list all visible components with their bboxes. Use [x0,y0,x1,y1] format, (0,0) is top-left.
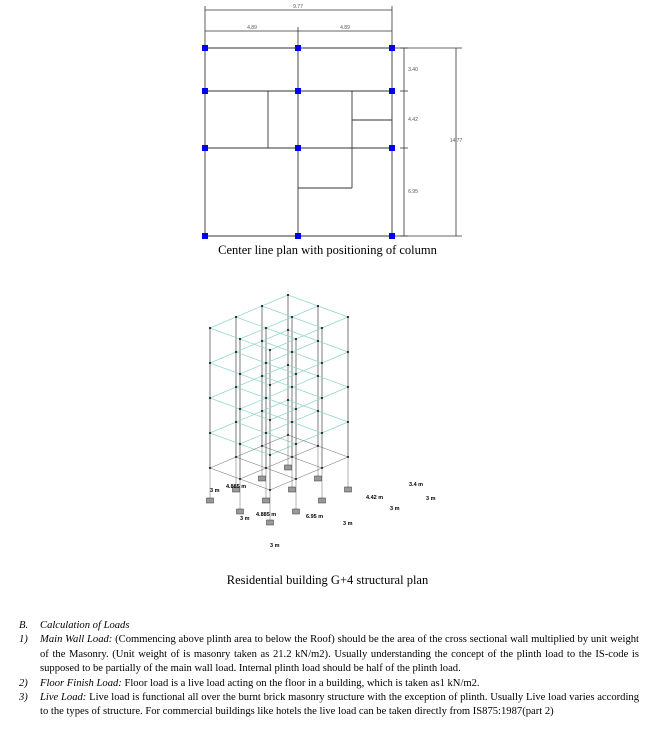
item-body: Floor load is a live load acting on the floor in a building, which is taken as1 kN/m2. [121,677,480,689]
item-title: Main Wall Load: [40,634,113,646]
frame-node [295,373,297,375]
plan-dimension-lines [205,6,462,236]
column-plan-figure [0,0,655,245]
section-letter: B. [19,620,29,631]
frame-node [261,305,263,307]
frame-node [265,327,267,329]
column-marker [389,45,395,51]
plan-grid-lines [205,48,392,236]
frame-node [317,305,319,307]
footing-block [237,509,244,514]
frame-node [265,362,267,364]
label-height-5: 3 m [390,506,400,512]
item-title: Live Load: [40,692,87,704]
frame-node [269,384,271,386]
frame-node [317,410,319,412]
dim-total-depth: 14.77 [449,138,463,144]
footing-block [285,465,292,470]
section-title: Calculation of Loads [40,620,130,631]
label-height-4: 3 m [270,543,280,549]
frame-node [261,410,263,412]
frame-node [295,443,297,445]
footing-block [259,476,266,481]
footing-block [263,498,270,503]
label-width-2: 4.885 m [256,512,277,518]
frame-node [291,421,293,423]
section-heading [19,619,639,633]
frame-node [347,351,349,353]
plan-caption: Center line plan with positioning of column [218,243,437,257]
frame-node [235,316,237,318]
column-marker [295,145,301,151]
footing-block [319,498,326,503]
dim-bay-right: 4.89 [340,25,350,31]
label-height-6: 3 m [426,496,436,502]
column-marker [295,233,301,239]
frame-node [291,351,293,353]
frame-node [265,397,267,399]
column-marker [202,88,208,94]
label-depth-2: 4.42 m [366,495,384,501]
frame-node [239,373,241,375]
column-marker [295,45,301,51]
frame-node [347,316,349,318]
frame-node [287,364,289,366]
frame-node [235,351,237,353]
label-height-2: 3 m [240,516,250,522]
frame-node [291,386,293,388]
frame-node [321,432,323,434]
frame-node [269,419,271,421]
frame-node [209,362,211,364]
dim-span-mid: 4.42 [408,117,418,123]
frame-node [321,327,323,329]
frame-node [235,386,237,388]
dim-bay-left: 4.89 [247,25,257,31]
frame-node [209,432,211,434]
column-marker [389,233,395,239]
frame-node [295,408,297,410]
item-body: Live load is functional all over the burnt brick masonry structure with the exception of plinth. Usually Live load varies according to the types of structure. For commercial buildings like hotels the live load can be taken directly from IS875:1987(part 2) [40,692,639,718]
column-markers [202,45,395,239]
footing-block [345,487,352,492]
frame-members [209,294,349,491]
footing-block [207,498,214,503]
label-depth-1: 6.95 m [306,514,324,520]
footing-block [267,520,274,525]
column-marker [202,45,208,51]
item-number: 2) [19,677,28,689]
label-height-3: 3 m [343,521,353,527]
frame-node [347,421,349,423]
item-title: Floor Finish Load: [40,677,122,689]
label-depth-3: 3.4 m [409,482,424,488]
frame-node [239,338,241,340]
iso-caption: Residential building G+4 structural plan [226,573,429,587]
dim-span-top: 3.40 [408,67,418,73]
load-item-floor-finish [19,677,639,691]
frame-node [239,443,241,445]
frame-node [239,408,241,410]
footing-block [315,476,322,481]
frame-node [265,432,267,434]
frame-node [321,397,323,399]
dim-span-bottom: 6.95 [408,189,418,195]
column-marker [202,233,208,239]
frame-node [235,421,237,423]
frame-node [317,340,319,342]
frame-node [269,349,271,351]
frame-node [347,386,349,388]
label-width-1: 4.885 m [226,484,247,490]
label-height-1: 3 m [210,488,220,494]
dim-total-width: 9.77 [293,4,303,10]
frame-node [261,340,263,342]
footings [207,435,352,525]
column-marker [295,88,301,94]
frame-node [287,399,289,401]
frame-node [209,327,211,329]
frame-node [295,338,297,340]
isometric-frame-figure [0,270,655,570]
footing-block [289,487,296,492]
item-number: 1) [19,634,28,646]
column-marker [389,88,395,94]
frame-node [321,362,323,364]
frame-node [287,329,289,331]
frame-node [317,375,319,377]
item-body: (Commencing above plinth area to below the Roof) should be the area of the cross sectional wall multiplied by unit weight of the Masonry. (Unit weight of is masonry taken as 21.2 kN/m2). Usually understanding the concept of the plinth load to the IS-code is supposed to be partially of the main wall load. Internal plinth load should be half of the plinth load. [40,634,639,675]
frame-node [291,316,293,318]
frame-node [287,294,289,296]
loads-section [19,619,639,720]
item-number: 3) [19,692,28,704]
column-marker [389,145,395,151]
load-item-main-wall [19,633,639,676]
frame-node [269,454,271,456]
frame-node [209,397,211,399]
footing-block [293,509,300,514]
load-item-live [19,691,639,720]
column-marker [202,145,208,151]
frame-node [261,375,263,377]
